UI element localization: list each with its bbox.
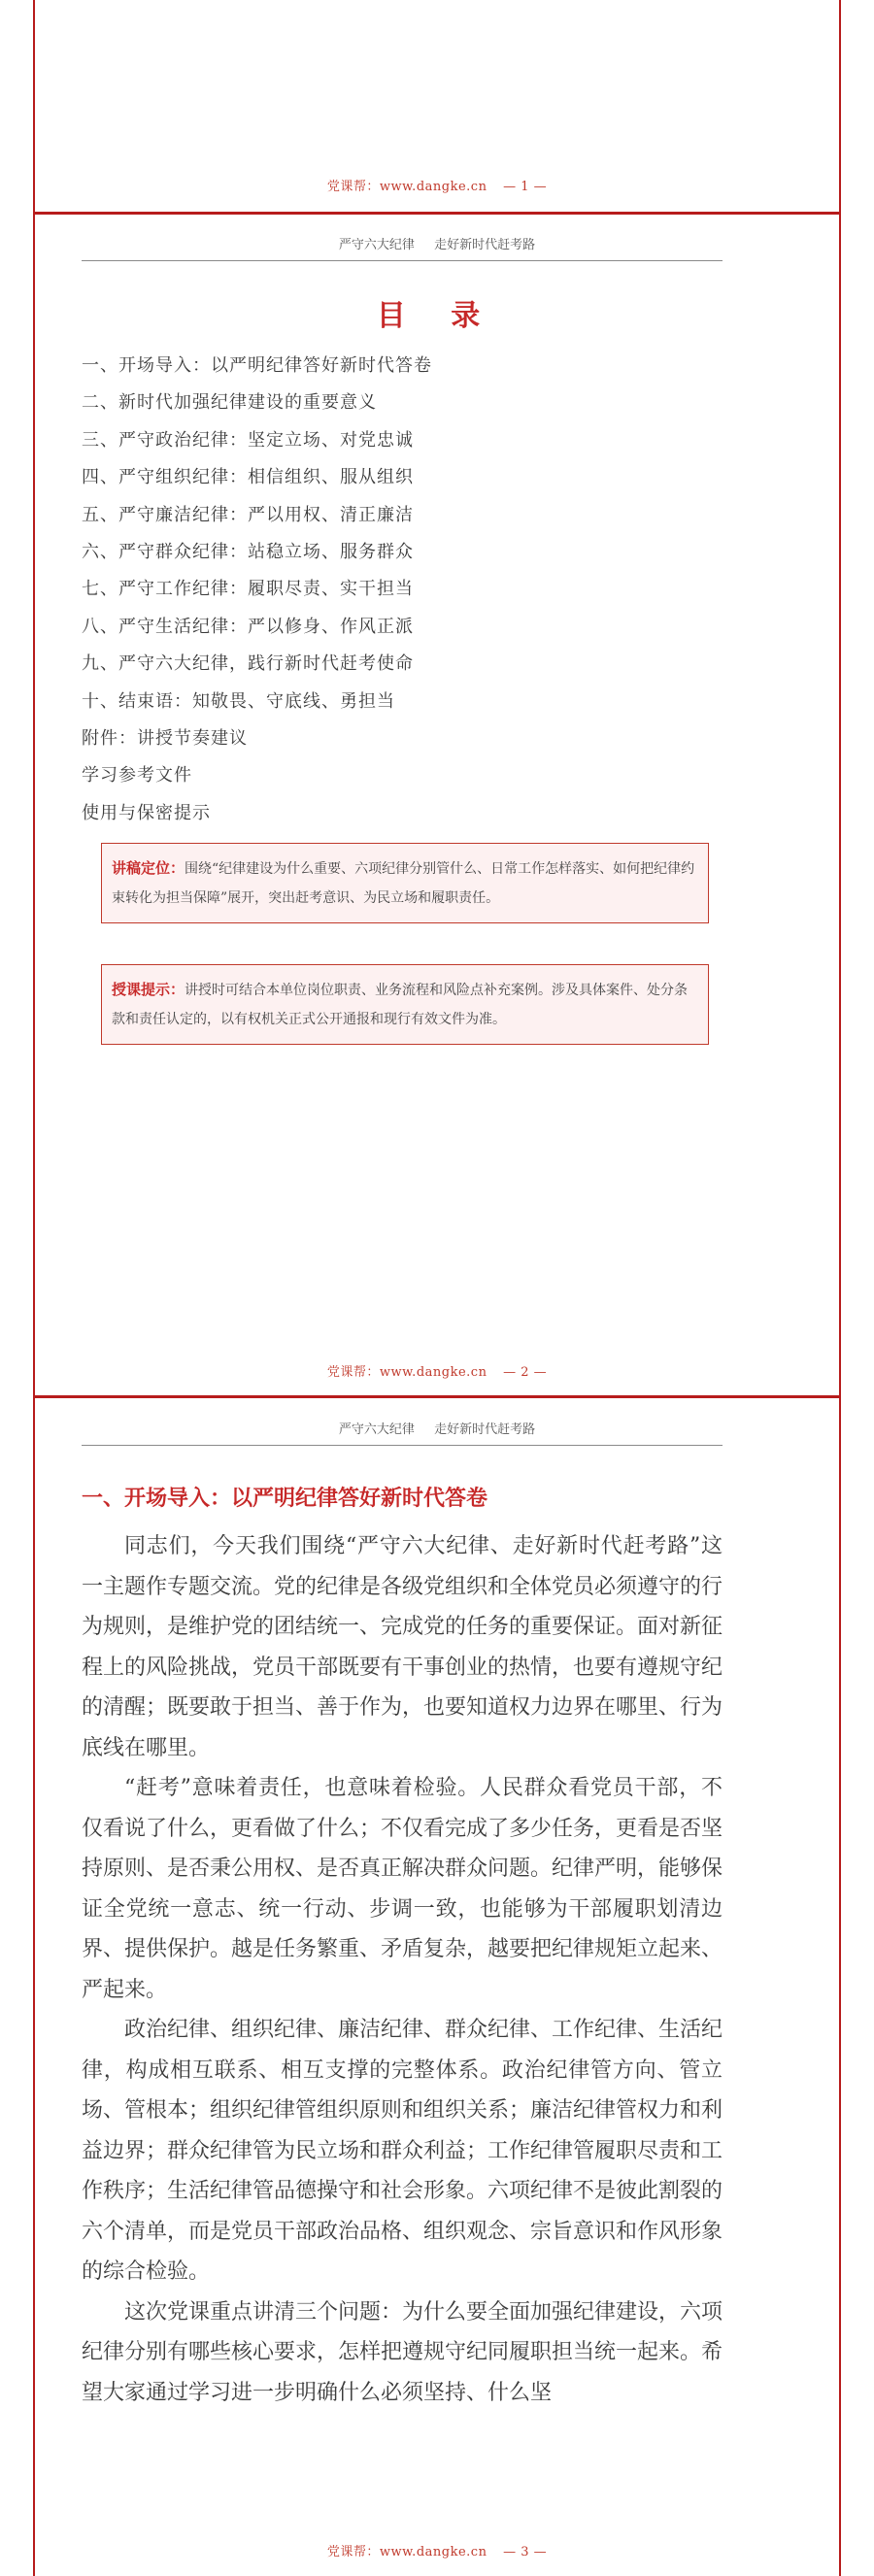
note-label: 授课提示： — [112, 981, 185, 998]
page-divider — [35, 212, 839, 215]
toc-item: 三、严守政治纪律：坚定立场、对党忠诚 — [82, 429, 414, 451]
running-header-right: 走好新时代赶考路 — [434, 238, 536, 252]
note-box-tips — [101, 964, 709, 1045]
body-paragraph: 政治纪律、组织纪律、廉洁纪律、群众纪律、工作纪律、生活纪律，构成相互联系、相互支撑的完整体系。政治纪律管方向、管立场、管根本；组织纪律管组织原则和组织关系；廉洁纪律管权力和利益边界；群众纪律管为民立场和群众利益；工作纪律管履职尽责和工作秩序；生活纪律管品德操守和社会形象。六项纪律不是彼此割裂的六个清单，而是党员干部政治品格、组织观念、宗旨意识和作风形象的综合检验。 — [82, 2018, 723, 2284]
toc-item: 八、严守生活纪律：严以修身、作风正派 — [82, 616, 414, 637]
page-border-right — [839, 0, 841, 2576]
header-rule — [82, 260, 723, 261]
toc-list — [82, 348, 432, 832]
running-header-2 — [0, 234, 874, 252]
running-header-left: 严守六大纪律 — [338, 1422, 415, 1437]
note-text: 讲授时可结合本单位岗位职责、业务流程和风险点补充案例。涉及具体案件、处分条款和责任认定的，以有权机关正式公开通报和现行有效文件为准。 — [112, 983, 689, 1027]
running-header-right: 走好新时代赶考路 — [434, 1422, 536, 1437]
body-paragraph: 这次党课重点讲清三个问题：为什么要全面加强纪律建设，六项纪律分别有哪些核心要求，怎样把遵规守纪同履职担当统一起来。希望大家通过学习进一步明确什么必须坚持、什么坚 — [82, 2299, 723, 2405]
page-border-left — [33, 0, 35, 2576]
toc-item: 使用与保密提示 — [82, 802, 211, 823]
header-rule — [82, 1445, 723, 1446]
toc-item: 六、严守群众纪律：站稳立场、服务群众 — [82, 541, 414, 562]
page-footer-1 — [0, 176, 874, 194]
page-number: — 1 — — [503, 180, 548, 194]
note-text: 围绕“纪律建设为什么重要、六项纪律分别管什么、日常工作怎样落实、如何把纪律约束转化为担当保障”展开，突出赶考意识、为民立场和履职责任。 — [112, 861, 695, 906]
toc-title: 目 录 — [376, 299, 498, 333]
toc-item: 五、严守廉洁纪律：严以用权、清正廉洁 — [82, 504, 414, 525]
section-body — [82, 1526, 723, 2413]
page-number: — 2 — — [503, 1365, 548, 1380]
toc-item: 十、结束语：知敬畏、守底线、勇担当 — [82, 690, 395, 712]
footer-brand: 党课帮：www.dangke.cn — [326, 180, 487, 194]
toc-item: 一、开场导入：以严明纪律答好新时代答卷 — [82, 355, 432, 376]
page-number: — 3 — — [503, 2545, 548, 2559]
footer-brand: 党课帮：www.dangke.cn — [326, 2545, 487, 2559]
toc-item: 二、新时代加强纪律建设的重要意义 — [82, 392, 377, 414]
note-box-positioning — [101, 843, 709, 923]
page-footer-2 — [0, 1361, 874, 1380]
note-label: 讲稿定位： — [112, 859, 185, 877]
toc-item: 七、严守工作纪律：履职尽责、实干担当 — [82, 579, 414, 600]
body-paragraph: 同志们，今天我们围绕“严守六大纪律、走好新时代赶考路”这一主题作专题交流。党的纪律是各级党组织和全体党员必须遵守的行为规则，是维护党的团结统一、完成党的任务的重要保证。面对新征程上的风险挑战，党员干部既要有干事创业的热情，也要有遵规守纪的清醒；既要敢于担当、善于作为，也要知道权力边界在哪里、行为底线在哪里。 — [82, 1534, 723, 1760]
toc-item: 附件：讲授节奏建议 — [82, 727, 248, 749]
page-footer-3 — [0, 2541, 874, 2559]
page-divider — [35, 1395, 839, 1398]
running-header-left: 严守六大纪律 — [338, 238, 415, 252]
section-title: 一、开场导入：以严明纪律答好新时代答卷 — [82, 1487, 488, 1511]
toc-item: 九、严守六大纪律，践行新时代赶考使命 — [82, 653, 414, 675]
toc-item: 学习参考文件 — [82, 765, 192, 786]
running-header-3 — [0, 1419, 874, 1437]
footer-brand: 党课帮：www.dangke.cn — [326, 1365, 487, 1380]
toc-item: 四、严守组织纪律：相信组织、服从组织 — [82, 467, 414, 488]
body-paragraph: “赶考”意味着责任，也意味着检验。人民群众看党员干部，不仅看说了什么，更看做了什么；不仅看完成了多少任务，更看是否坚持原则、是否秉公用权、是否真正解决群众问题。纪律严明，能够保证全党统一意志、统一行动、步调一致，也能够为干部履职划清边界、提供保护。越是任务繁重、矛盾复杂，越要把纪律规矩立起来、严起来。 — [82, 1776, 723, 2002]
